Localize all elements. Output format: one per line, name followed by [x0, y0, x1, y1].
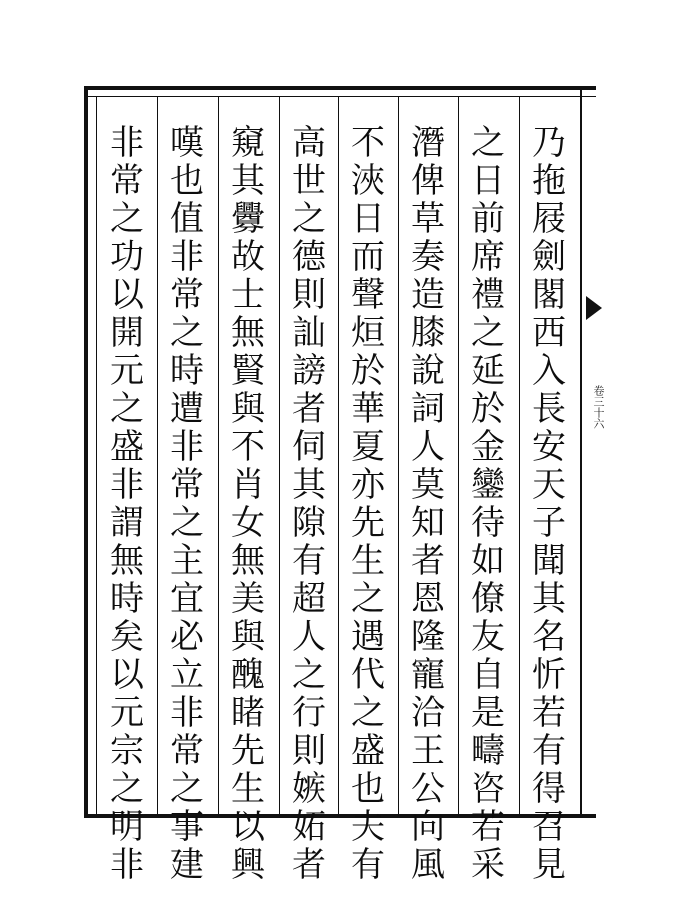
character: 妬 — [292, 807, 326, 847]
character: 生 — [231, 769, 265, 809]
character: 超 — [292, 579, 326, 619]
character: 開 — [110, 313, 144, 353]
character: 莫 — [411, 465, 445, 505]
top-border — [84, 86, 596, 90]
character: 釁 — [231, 199, 265, 239]
character: 主 — [170, 541, 204, 581]
character: 疇 — [471, 731, 505, 771]
character: 鑾 — [471, 465, 505, 505]
character: 之 — [471, 123, 505, 163]
character: 風 — [411, 845, 445, 885]
character: 無 — [231, 313, 265, 353]
character: 非 — [110, 123, 144, 163]
character: 其 — [231, 161, 265, 201]
character: 之 — [170, 769, 204, 809]
character: 有 — [292, 541, 326, 581]
character: 造 — [411, 275, 445, 315]
text-column-3 — [401, 123, 455, 885]
character: 金 — [471, 427, 505, 467]
character: 賢 — [231, 351, 265, 391]
character: 代 — [351, 655, 385, 695]
character: 醜 — [231, 655, 265, 695]
character: 寵 — [411, 655, 445, 695]
character: 嘆 — [170, 123, 204, 163]
character: 宗 — [110, 731, 144, 771]
character: 先 — [351, 503, 385, 543]
character: 女 — [231, 503, 265, 543]
character: 興 — [231, 845, 265, 885]
character: 故 — [231, 237, 265, 277]
character: 夏 — [351, 427, 385, 467]
character: 非 — [170, 237, 204, 277]
character: 功 — [110, 237, 144, 277]
character: 人 — [292, 617, 326, 657]
character: 見 — [532, 845, 566, 885]
character: 謗 — [292, 351, 326, 391]
text-column-1 — [522, 123, 576, 885]
character: 隆 — [411, 617, 445, 657]
character: 先 — [231, 731, 265, 771]
character: 若 — [532, 693, 566, 733]
character: 劍 — [532, 237, 566, 277]
character: 與 — [231, 617, 265, 657]
character: 嫉 — [292, 769, 326, 809]
character: 元 — [110, 693, 144, 733]
character: 得 — [532, 769, 566, 809]
character: 不 — [231, 427, 265, 467]
character: 無 — [231, 541, 265, 581]
character: 與 — [231, 389, 265, 429]
left-inner-border — [96, 96, 97, 814]
character: 之 — [110, 389, 144, 429]
character: 非 — [170, 693, 204, 733]
left-border — [84, 86, 88, 818]
character: 僚 — [471, 579, 505, 619]
character: 行 — [292, 693, 326, 733]
character: 聞 — [532, 541, 566, 581]
character: 以 — [231, 807, 265, 847]
character: 生 — [351, 541, 385, 581]
character: 之 — [110, 199, 144, 239]
character: 天 — [532, 465, 566, 505]
character: 俾 — [411, 161, 445, 201]
character: 禮 — [471, 275, 505, 315]
character: 非 — [170, 427, 204, 467]
character: 有 — [351, 845, 385, 885]
character: 遭 — [170, 389, 204, 429]
fold-border — [580, 86, 582, 818]
character: 德 — [292, 237, 326, 277]
character: 入 — [532, 351, 566, 391]
character: 公 — [411, 769, 445, 809]
character: 非 — [110, 465, 144, 505]
character: 是 — [471, 693, 505, 733]
character: 高 — [292, 123, 326, 163]
character: 若 — [471, 807, 505, 847]
character: 則 — [292, 731, 326, 771]
character: 之 — [170, 313, 204, 353]
character: 子 — [532, 503, 566, 543]
character: 隙 — [292, 503, 326, 543]
character: 建 — [170, 845, 204, 885]
character: 席 — [471, 237, 505, 277]
character: 拖 — [532, 161, 566, 201]
text-column-4 — [341, 123, 395, 885]
character: 時 — [110, 579, 144, 619]
character: 名 — [532, 617, 566, 657]
character: 明 — [110, 807, 144, 847]
character: 之 — [292, 655, 326, 695]
character: 采 — [471, 845, 505, 885]
text-column-7 — [160, 123, 214, 885]
text-column-2 — [461, 123, 515, 885]
column-divider — [338, 97, 339, 814]
character: 世 — [292, 161, 326, 201]
character: 咨 — [471, 769, 505, 809]
character: 值 — [170, 199, 204, 239]
character: 夫 — [351, 807, 385, 847]
character: 肖 — [231, 465, 265, 505]
character: 屐 — [532, 199, 566, 239]
character: 召 — [532, 807, 566, 847]
text-column-5 — [282, 123, 336, 885]
character: 亦 — [351, 465, 385, 505]
character: 者 — [292, 389, 326, 429]
character: 遇 — [351, 617, 385, 657]
character: 知 — [411, 503, 445, 543]
character: 宜 — [170, 579, 204, 619]
character: 之 — [351, 579, 385, 619]
volume-label: 卷三十六 — [592, 385, 605, 429]
character: 忻 — [532, 655, 566, 695]
text-column-8 — [100, 123, 154, 885]
character: 說 — [411, 351, 445, 391]
character: 草 — [411, 199, 445, 239]
character: 乃 — [532, 123, 566, 163]
character: 有 — [532, 731, 566, 771]
character: 非 — [110, 845, 144, 885]
character: 訕 — [292, 313, 326, 353]
character: 元 — [110, 351, 144, 391]
character: 時 — [170, 351, 204, 391]
character: 無 — [110, 541, 144, 581]
text-column-6 — [221, 123, 275, 885]
character: 西 — [532, 313, 566, 353]
character: 烜 — [351, 313, 385, 353]
character: 事 — [170, 807, 204, 847]
character: 美 — [231, 579, 265, 619]
character: 華 — [351, 389, 385, 429]
character: 日 — [471, 161, 505, 201]
column-divider — [218, 97, 219, 814]
character: 向 — [411, 807, 445, 847]
column-divider — [398, 97, 399, 814]
character: 王 — [411, 731, 445, 771]
character: 盛 — [351, 731, 385, 771]
character: 自 — [471, 655, 505, 695]
character: 友 — [471, 617, 505, 657]
character: 待 — [471, 503, 505, 543]
character: 矣 — [110, 617, 144, 657]
character: 窺 — [231, 123, 265, 163]
character: 前 — [471, 199, 505, 239]
character: 恩 — [411, 579, 445, 619]
character: 其 — [292, 465, 326, 505]
character: 詞 — [411, 389, 445, 429]
character: 伺 — [292, 427, 326, 467]
character: 潛 — [411, 123, 445, 163]
character: 者 — [292, 845, 326, 885]
character: 之 — [110, 769, 144, 809]
character: 閣 — [532, 275, 566, 315]
character: 常 — [110, 161, 144, 201]
character: 浹 — [351, 161, 385, 201]
character: 必 — [170, 617, 204, 657]
character: 聲 — [351, 275, 385, 315]
column-divider — [279, 97, 280, 814]
character: 以 — [110, 275, 144, 315]
character: 者 — [411, 541, 445, 581]
character: 之 — [292, 199, 326, 239]
character: 而 — [351, 237, 385, 277]
character: 洽 — [411, 693, 445, 733]
character: 也 — [351, 769, 385, 809]
character: 長 — [532, 389, 566, 429]
character: 人 — [411, 427, 445, 467]
character: 則 — [292, 275, 326, 315]
character: 於 — [471, 389, 505, 429]
character: 奏 — [411, 237, 445, 277]
character: 常 — [170, 465, 204, 505]
character: 睹 — [231, 693, 265, 733]
character: 常 — [170, 731, 204, 771]
character: 如 — [471, 541, 505, 581]
character: 安 — [532, 427, 566, 467]
character: 盛 — [110, 427, 144, 467]
character: 也 — [170, 161, 204, 201]
character: 士 — [231, 275, 265, 315]
character: 之 — [170, 503, 204, 543]
character: 之 — [471, 313, 505, 353]
column-divider — [458, 97, 459, 814]
character: 常 — [170, 275, 204, 315]
character: 以 — [110, 655, 144, 695]
fold-marker-icon — [586, 296, 602, 320]
character: 謂 — [110, 503, 144, 543]
character: 之 — [351, 693, 385, 733]
character: 延 — [471, 351, 505, 391]
character: 不 — [351, 123, 385, 163]
character: 立 — [170, 655, 204, 695]
column-divider — [157, 97, 158, 814]
character: 於 — [351, 351, 385, 391]
character: 膝 — [411, 313, 445, 353]
character: 其 — [532, 579, 566, 619]
bottom-border — [84, 814, 596, 818]
character: 日 — [351, 199, 385, 239]
column-divider — [519, 97, 520, 814]
